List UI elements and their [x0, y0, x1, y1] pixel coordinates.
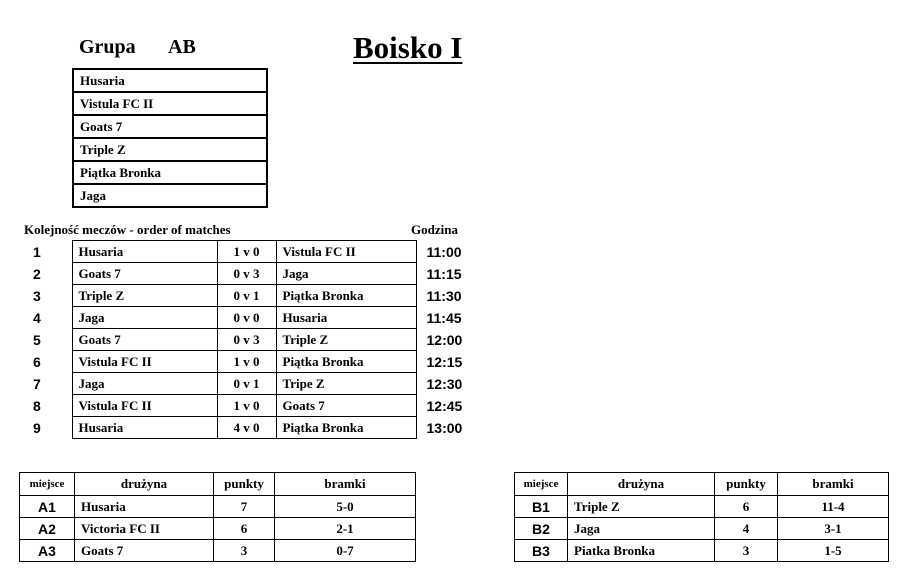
match-time: 12:45 — [426, 397, 463, 414]
points-header: punkty — [214, 473, 275, 496]
standings-row — [20, 518, 416, 540]
standings-place: A3 — [20, 540, 75, 562]
standings-place: B2 — [515, 518, 568, 540]
place-header: miejsce — [515, 473, 568, 496]
standings-header-row — [515, 473, 889, 496]
standings-goals: 1-5 — [778, 540, 889, 562]
standings-points: 3 — [214, 540, 275, 562]
match-score: 1 v 0 — [217, 351, 276, 373]
match-home-team: Vistula FC II — [72, 351, 217, 373]
match-time: 13:00 — [426, 419, 463, 436]
team-row — [73, 69, 267, 92]
place-header: miejsce — [20, 473, 75, 496]
standings-points: 7 — [214, 496, 275, 518]
standings-goals: 11-4 — [778, 496, 889, 518]
standings-goals: 2-1 — [275, 518, 416, 540]
team-row — [73, 184, 267, 207]
match-time: 12:30 — [426, 375, 463, 392]
team-row — [73, 161, 267, 184]
match-time: 11:00 — [426, 243, 462, 260]
goals-header: bramki — [778, 473, 889, 496]
team-name: Goats 7 — [73, 115, 267, 138]
match-row — [20, 285, 487, 307]
match-row — [20, 417, 487, 439]
match-home-team: Triple Z — [72, 285, 217, 307]
team-row — [73, 115, 267, 138]
match-row — [20, 373, 487, 395]
match-number: 1 — [33, 243, 41, 260]
match-home-team: Husaria — [72, 417, 217, 439]
standings-row — [20, 496, 416, 518]
standings-row — [515, 518, 889, 540]
team-name: Triple Z — [73, 138, 267, 161]
match-score: 0 v 1 — [217, 285, 276, 307]
match-score: 0 v 1 — [217, 373, 276, 395]
match-time: 11:15 — [426, 265, 462, 282]
standings-goals: 5-0 — [275, 496, 416, 518]
team-header: drużyna — [75, 473, 214, 496]
match-time: 12:00 — [426, 331, 463, 348]
match-home-team: Jaga — [72, 307, 217, 329]
match-away-team: Triple Z — [276, 329, 416, 351]
match-score: 1 v 0 — [217, 241, 276, 263]
match-row — [20, 329, 487, 351]
standings-place: B3 — [515, 540, 568, 562]
match-home-team: Jaga — [72, 373, 217, 395]
match-away-team: Tripe Z — [276, 373, 416, 395]
group-teams-table — [72, 68, 268, 208]
matches-order-label: Kolejność meczów - order of matches — [24, 222, 231, 237]
standings-place: A2 — [20, 518, 75, 540]
match-row — [20, 307, 487, 329]
standings-team: Victoria FC II — [75, 518, 214, 540]
match-time: 11:45 — [426, 309, 462, 326]
match-time: 11:30 — [426, 287, 462, 304]
match-row — [20, 263, 487, 285]
standings-team: Husaria — [75, 496, 214, 518]
group-title: Grupa — [79, 36, 136, 58]
pitch-title: Boisko I — [353, 30, 463, 65]
match-home-team: Goats 7 — [72, 329, 217, 351]
standings-header-row — [20, 473, 416, 496]
match-away-team: Piątka Bronka — [276, 351, 416, 373]
match-away-team: Vistula FC II — [276, 241, 416, 263]
team-row — [73, 92, 267, 115]
match-score: 0 v 0 — [217, 307, 276, 329]
matches-table — [20, 240, 487, 439]
match-number: 9 — [33, 419, 41, 436]
standings-place: B1 — [515, 496, 568, 518]
match-number: 2 — [33, 265, 41, 282]
standings-place: A1 — [20, 496, 75, 518]
match-away-team: Piątka Bronka — [276, 417, 416, 439]
match-away-team: Piątka Bronka — [276, 285, 416, 307]
match-row — [20, 241, 487, 263]
goals-header: bramki — [275, 473, 416, 496]
standings-row — [20, 540, 416, 562]
match-score: 1 v 0 — [217, 395, 276, 417]
match-row — [20, 395, 487, 417]
match-row — [20, 351, 487, 373]
team-header: drużyna — [568, 473, 715, 496]
team-name: Vistula FC II — [73, 92, 267, 115]
match-score: 0 v 3 — [217, 329, 276, 351]
match-number: 8 — [33, 397, 41, 414]
match-away-team: Husaria — [276, 307, 416, 329]
standings-row — [515, 540, 889, 562]
match-home-team: Goats 7 — [72, 263, 217, 285]
standings-points: 6 — [715, 496, 778, 518]
standings-table-a — [19, 472, 416, 562]
match-number: 7 — [33, 375, 41, 392]
match-home-team: Vistula FC II — [72, 395, 217, 417]
team-name: Jaga — [73, 184, 267, 207]
standings-table-b — [514, 472, 889, 562]
standings-row — [515, 496, 889, 518]
match-number: 3 — [33, 287, 41, 304]
match-number: 4 — [33, 309, 41, 326]
team-name: Piątka Bronka — [73, 161, 267, 184]
standings-team: Triple Z — [568, 496, 715, 518]
match-score: 0 v 3 — [217, 263, 276, 285]
team-row — [73, 138, 267, 161]
match-away-team: Goats 7 — [276, 395, 416, 417]
standings-points: 4 — [715, 518, 778, 540]
match-away-team: Jaga — [276, 263, 416, 285]
standings-team: Piatka Bronka — [568, 540, 715, 562]
standings-points: 6 — [214, 518, 275, 540]
standings-team: Jaga — [568, 518, 715, 540]
match-number: 5 — [33, 331, 41, 348]
standings-goals: 3-1 — [778, 518, 889, 540]
group-code: AB — [168, 36, 196, 58]
standings-team: Goats 7 — [75, 540, 214, 562]
points-header: punkty — [715, 473, 778, 496]
team-name: Husaria — [73, 69, 267, 92]
match-time: 12:15 — [426, 353, 463, 370]
time-column-label: Godzina — [411, 222, 458, 237]
standings-points: 3 — [715, 540, 778, 562]
match-number: 6 — [33, 353, 41, 370]
match-score: 4 v 0 — [217, 417, 276, 439]
standings-goals: 0-7 — [275, 540, 416, 562]
match-home-team: Husaria — [72, 241, 217, 263]
